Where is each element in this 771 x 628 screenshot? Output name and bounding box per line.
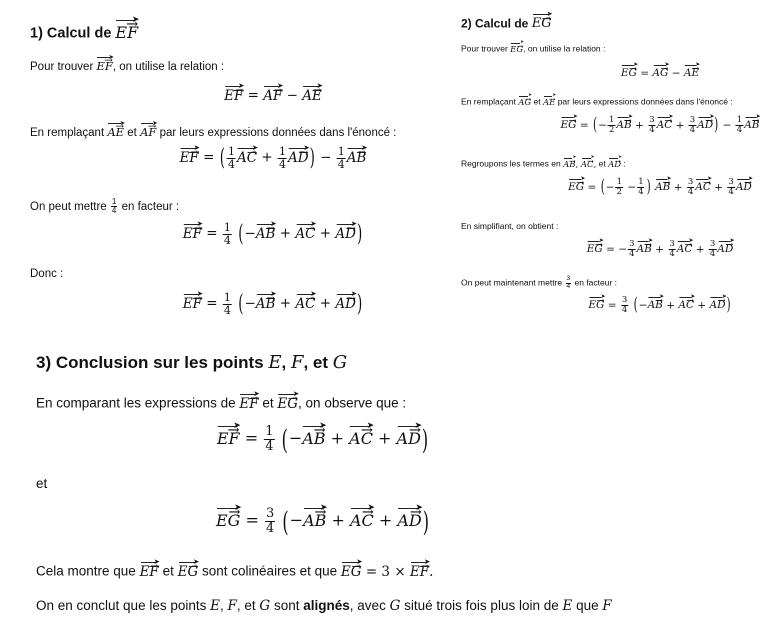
section-2-factor: On peut maintenant mettre $\frac{3}{4}$ en facteur : (461, 275, 618, 290)
section-2-replace: En remplaçant ➤ AG → et ➤ AE → par leurs expressions données dans l'énoncé : (461, 95, 733, 108)
section-1-replace: En remplaçant ➤ AE → et ➤ AF → par leurs expressions données dans l'énoncé : (30, 122, 396, 139)
equation-conclusion-EF: ➤ EF → = $\frac{1}{4}$ (− ➤ AB → + ➤ AC → + ➤ AD →) (217, 424, 429, 453)
equation-EG-relation: ➤ EG → = ➤ AG → − ➤ AE → (621, 64, 699, 79)
section-2-simplify: En simplifiant, on obtient : (461, 221, 559, 231)
equation-EG-substituted: ➤ EG → = (− $\frac{1}{2}$ ➤ AB → + $\frac{3}{4}$ ➤ AC → + $\frac{3}{4}$ ➤ AD →) − $\frac{1}{4}$ ➤ AB → (560, 116, 759, 135)
vector-EF: ➤ EF → (115, 18, 138, 41)
section-2-title: 2) Calcul de ➤ EG → (461, 12, 552, 31)
section-3-conclude: On en conclut que les points E, F, et G sont alignés, avec G situé trois fois plus loin de E que F (36, 598, 612, 614)
section-3-et: et (36, 476, 48, 491)
section-3-title: 3) Conclusion sur les points E, F, et G (36, 352, 348, 373)
section-1-title: 1) Calcul de ➤ EF → (30, 18, 138, 42)
equation-EG-grouped: ➤ EG → = (− $\frac{1}{2}$ − $\frac{1}{4}$ ) ➤ AB → + $\frac{3}{4}$ ➤ AC → + $\frac{3}{4}$ ➤ AD → (568, 178, 752, 197)
section-1-intro: Pour trouver ➤ EF →, on utilise la relation : (30, 56, 224, 73)
equation-EF-relation: ➤ EF → = ➤ AF → − ➤ AE → (224, 84, 322, 104)
equation-EF-substituted: ➤ EF → = ( $\frac{1}{4}$ ➤ AC → + $\frac{1}{4}$ ➤ AD →) − $\frac{1}{4}$ ➤ AB → (180, 146, 367, 170)
equation-conclusion-EG: ➤ EG → = $\frac{3}{4}$ (− ➤ AB → + ➤ AC → + ➤ AD →) (216, 506, 430, 535)
section-3-compare: En comparant les expressions de ➤ EF → et ➤ EG →, on observe que : (36, 392, 406, 412)
section-1-donc: Donc : (30, 268, 64, 280)
section-1-factor: On peut mettre $\frac{1}{4}$ en facteur : (30, 197, 180, 216)
section-2-group: Regroupons les termes en ➤ AB →, ➤ AC →, et ➤ AD → : (461, 157, 626, 170)
equation-EF-factored: ➤ EF → = $\frac{1}{4}$ (− ➤ AB → + ➤ AC → + ➤ AD →) (183, 222, 363, 246)
section-3-shows: Cela montre que ➤ EF → et ➤ EG → sont colinéaires et que ➤ EG → = 3 × ➤ EF →. (36, 560, 433, 580)
equation-EG-simplified: ➤ EG → = − $\frac{3}{4}$ ➤ AB → + $\frac{3}{4}$ ➤ AC → + $\frac{3}{4}$ ➤ AD → (587, 240, 734, 259)
equation-EF-result: ➤ EF → = $\frac{1}{4}$ (− ➤ AB → + ➤ AC → + ➤ AD →) (183, 292, 363, 316)
equation-EG-factored: ➤ EG → = $\frac{3}{4}$ (− ➤ AB → + ➤ AC → + ➤ AD →) (588, 296, 731, 315)
section-2-intro: Pour trouver ➤ EG →, on utilise la relation : (461, 42, 605, 55)
